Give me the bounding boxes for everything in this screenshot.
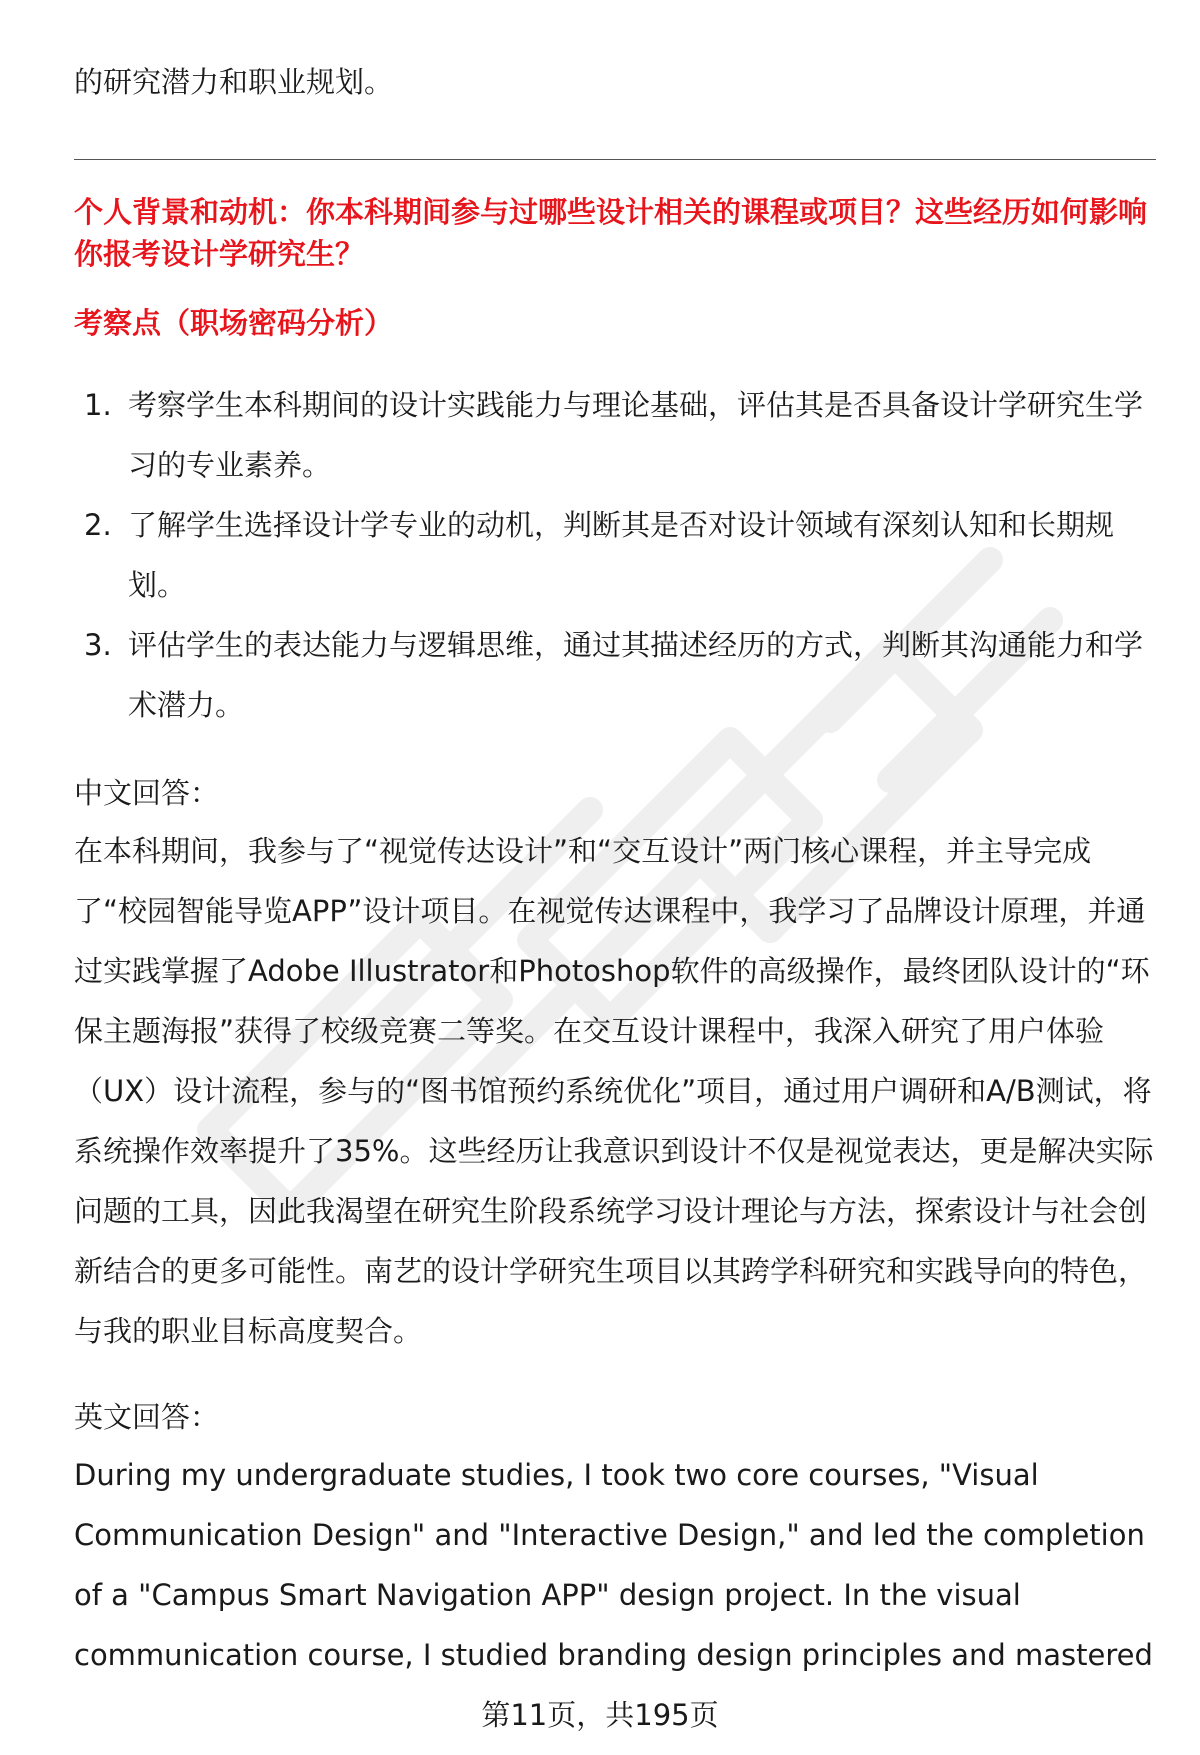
list-item [74,615,1156,735]
list-item [74,375,1156,495]
page-indicator: 第11页，共195页 [481,1698,719,1732]
chinese-answer-label: 中文回答： [74,776,220,810]
continuation-text: 的研究潜力和职业规划。 [74,65,394,99]
english-answer-text: During my undergraduate studies, I took two core courses, "Visual Communication Design" and "Interactive Design," and led the completion of a "Campus Smart Navigation APP" design project. In the visual communication course, I studied branding design principles and mastered [74,1458,1153,1672]
list-number: 3. [84,628,112,662]
list-text: 评估学生的表达能力与逻辑思维，通过其描述经历的方式，判断其沟通能力和学术潜力。 [128,628,1144,722]
question-heading: 个人背景和动机：你本科期间参与过哪些设计相关的课程或项目？这些经历如何影响你报考设计学研究生？ [74,195,1148,271]
chinese-answer-text: 在本科期间，我参与了“视觉传达设计”和“交互设计”两门核心课程，并主导完成了“校园智能导览APP”设计项目。在视觉传达课程中，我学习了品牌设计原理，并通过实践掌握了Adobe Illustrator和Photoshop软件的高级操作，最终团队设计的“环保主题海报”获得了校级竞赛二等奖。在交互设计课程中，我深入研究了用户体验（UX）设计流程，参与的“图书馆预约系统优化”项目，通过用户调研和A/B测试，将系统操作效率提升了35%。这些经历让我意识到设计不仅是视觉表达，更是解决实际问题的工具，因此我渴望在研究生阶段系统学习设计理论与方法，探索设计与社会创新结合的更多可能性。南艺的设计学研究生项目以其跨学科研究和实践导向的特色，与我的职业目标高度契合。 [74,834,1154,1348]
list-number: 1. [84,388,112,422]
exam-points-list [74,375,1156,735]
list-text: 考察学生本科期间的设计实践能力与理论基础，评估其是否具备设计学研究生学习的专业素养。 [128,388,1144,482]
section-divider [74,159,1156,160]
english-answer-label: 英文回答： [74,1400,220,1434]
list-number: 2. [84,508,112,542]
list-text: 了解学生选择设计学专业的动机，判断其是否对设计领域有深刻认知和长期规划。 [128,508,1115,602]
list-item [74,495,1156,615]
exam-points-title: 考察点（职场密码分析） [74,306,394,340]
